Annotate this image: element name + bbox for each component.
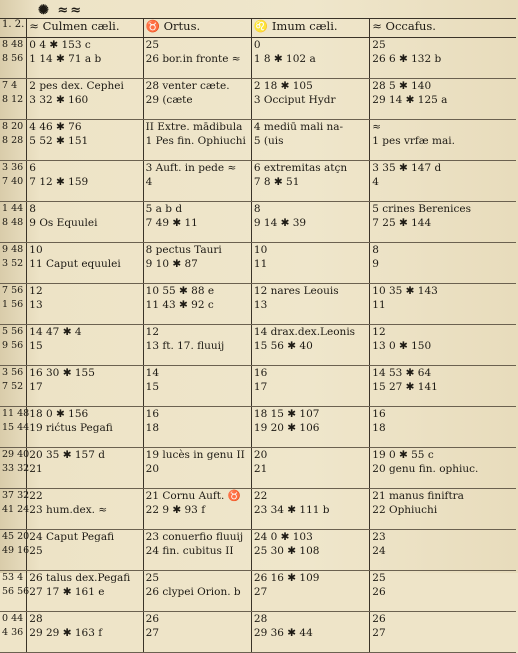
cell-line: 1 56 (2, 299, 24, 310)
cell-line: 16 30 ✱ 155 (29, 367, 95, 379)
cell-line: 25 (145, 572, 160, 584)
cell-line: 25 (372, 39, 386, 51)
cell-line: 13 ft. 17. fluuij (145, 340, 225, 352)
table-cell-g (0, 530, 30, 571)
table-cell-c4 (370, 161, 516, 202)
table-cell-g (0, 161, 27, 202)
cell-line: 11 43 ✱ 92 c (145, 299, 214, 311)
table-row (0, 79, 516, 120)
cell-line: 37 32 (2, 490, 30, 501)
column-header-imum: ♌ Imum cæli. (251, 19, 369, 38)
table-cell-c3 (251, 448, 369, 489)
cell-line: 9 (372, 258, 379, 270)
table-cell-g (0, 243, 27, 284)
cell-line: 41 24 (2, 504, 30, 515)
cell-line: 26 talus dex.Pegafi (29, 572, 131, 584)
cell-line: 3 32 ✱ 160 (29, 94, 89, 106)
cell-line: 10 (29, 244, 43, 256)
table-cell-c3 (251, 612, 369, 653)
cell-line: 12 (29, 285, 43, 297)
table-cell-c1 (27, 612, 143, 653)
table-cell-c4 (370, 489, 516, 530)
cell-line: 5 crines Berenices (372, 203, 472, 215)
column-header-occasus: ≈ Occafus. (370, 19, 516, 38)
table-cell-g (0, 407, 30, 448)
cell-line: 3 56 (2, 367, 24, 378)
cell-line: 15 56 ✱ 40 (253, 340, 313, 352)
column-header-ortus: ♉ Ortus. (143, 19, 251, 38)
cell-line: 9 48 (2, 244, 24, 255)
table-cell-g (0, 366, 27, 407)
table-row (0, 120, 516, 161)
table-cell-c1 (27, 38, 143, 79)
table-cell-c3 (251, 202, 369, 243)
cell-line: 9 10 ✱ 87 (145, 258, 198, 270)
cell-line: 21 manus finiftra (372, 490, 464, 502)
cell-line: 8 48 (2, 217, 24, 228)
cell-line: 20 35 ✱ 157 d (29, 449, 105, 461)
table-cell-c2 (143, 202, 251, 243)
cell-line: 0 (253, 39, 261, 51)
table-cell-c1 (27, 571, 143, 612)
table-row (0, 202, 516, 243)
table-cell-c3 (251, 38, 369, 79)
cell-line: 4 36 (2, 627, 24, 638)
table-row (0, 366, 516, 407)
table-cell-c1 (27, 325, 143, 366)
cell-line: 1 14 ✱ 71 a b (29, 53, 102, 65)
table-cell-c2 (143, 571, 251, 612)
table-cell-c4 (370, 79, 516, 120)
cell-line: 9 Os Equulei (29, 217, 98, 229)
cell-line: 13 (253, 299, 268, 311)
cell-line: 7 25 ✱ 144 (372, 217, 432, 229)
cell-line: 18 (145, 422, 160, 434)
cell-line: 8 56 (2, 53, 24, 64)
cell-line: 24 (372, 545, 386, 557)
table-row (0, 38, 516, 79)
cell-line: 3 Occiput Hydr (253, 94, 336, 106)
cell-line: 8 48 (2, 39, 24, 50)
cell-line: 15 27 ✱ 141 (372, 381, 438, 393)
cell-line: 10 55 ✱ 88 e (145, 285, 215, 297)
column-header-index: 1. 2. (0, 19, 27, 38)
table-cell-c4 (370, 448, 516, 489)
cell-line: 26 (145, 613, 160, 625)
table-cell-c4 (370, 325, 516, 366)
cell-line: 23 34 ✱ 111 b (253, 504, 330, 516)
cell-line: 14 53 ✱ 64 (372, 367, 432, 379)
cell-line: 14 (145, 367, 160, 379)
table-cell-g (0, 202, 27, 243)
cell-line: 13 (29, 299, 43, 311)
cell-line: 3 Auft. in pede ≈ (145, 162, 237, 174)
cell-line: 1 44 (2, 203, 24, 214)
table-cell-c4 (370, 120, 516, 161)
cell-line: 15 (29, 340, 43, 352)
table-cell-c4 (370, 202, 516, 243)
header-row (0, 19, 516, 38)
table-cell-c3 (251, 530, 369, 571)
cell-line: 9 56 (2, 340, 24, 351)
table-cell-c2 (143, 612, 251, 653)
cell-line: 8 (253, 203, 261, 215)
table-cell-c4 (370, 366, 516, 407)
table-cell-c3 (251, 79, 369, 120)
table-cell-g (0, 489, 30, 530)
cell-line: 5 56 (2, 326, 24, 337)
cell-line: 7 4 (2, 80, 18, 91)
table-cell-c3 (251, 284, 369, 325)
cell-line: 19 0 ✱ 55 c (372, 449, 434, 461)
table-row (0, 284, 516, 325)
table-cell-c1 (27, 407, 143, 448)
cell-line: 16 (145, 408, 160, 420)
cell-line: 23 conuerfio fluuij (145, 531, 244, 543)
cell-line: 16 (372, 408, 386, 420)
cell-line: 3 35 ✱ 147 d (372, 162, 442, 174)
cell-line: 1 pes vrfæ mai. (372, 135, 455, 147)
table-cell-c3 (251, 325, 369, 366)
table-cell-c2 (143, 325, 251, 366)
table-cell-c2 (143, 366, 251, 407)
table-cell-c2 (143, 79, 251, 120)
table-row (0, 489, 516, 530)
table-cell-c2 (143, 120, 251, 161)
cell-line: 7 49 ✱ 11 (145, 217, 198, 229)
cell-line: 3 36 (2, 162, 24, 173)
cell-line: 22 (29, 490, 43, 502)
table-cell-c2 (143, 448, 251, 489)
cell-line: 18 15 ✱ 107 (253, 408, 320, 420)
cell-line: 9 14 ✱ 39 (253, 217, 307, 229)
table-cell-g (0, 571, 30, 612)
cell-line: 17 (29, 381, 43, 393)
cell-line: 29 14 ✱ 125 a (372, 94, 448, 106)
cell-line: 26 6 ✱ 132 b (372, 53, 442, 65)
cell-line: 11 (253, 258, 268, 270)
cell-line: 7 52 (2, 381, 24, 392)
cell-line: 22 (253, 490, 268, 502)
cell-line: 29 (cæte (145, 94, 193, 106)
table-cell-g (0, 38, 27, 79)
cell-line: 20 (145, 463, 160, 475)
cell-line: 4 (372, 176, 379, 188)
cell-line: 25 30 ✱ 108 (253, 545, 320, 557)
cell-line: 27 (253, 586, 268, 598)
cell-line: 3 52 (2, 258, 24, 269)
cell-line: 20 (253, 449, 268, 461)
table-cell-c4 (370, 38, 516, 79)
table-cell-c1 (27, 489, 143, 530)
table-cell-c1 (27, 243, 143, 284)
cell-line: II Extre. mādibula (145, 121, 243, 133)
table-cell-c1 (27, 366, 143, 407)
table-cell-c2 (143, 161, 251, 202)
cell-line: 29 36 ✱ 44 (253, 627, 313, 639)
table-cell-c1 (27, 79, 143, 120)
cell-line: 24 fin. cubitus II (145, 545, 234, 557)
cell-line: 19 lucès in genu II (145, 449, 245, 461)
table-cell-c1 (27, 120, 143, 161)
table-cell-c4 (370, 407, 516, 448)
cell-line: 45 20 (2, 531, 30, 542)
table-cell-g (0, 79, 27, 120)
cell-line: 29 40 (2, 449, 30, 460)
table-cell-c1 (27, 202, 143, 243)
cell-line: 8 (372, 244, 379, 256)
cell-line: 27 (372, 627, 386, 639)
cell-line: 0 44 (2, 613, 24, 624)
column-header-culmen: ≈ Culmen cæli. (27, 19, 143, 38)
cell-line: 25 (29, 545, 43, 557)
table-row (0, 448, 516, 489)
cell-line: 2 18 ✱ 105 (253, 80, 313, 92)
table-cell-c1 (27, 284, 143, 325)
cell-line: 22 Ophiuchi (372, 504, 438, 516)
cell-line: 22 9 ✱ 93 f (145, 504, 206, 516)
table-cell-c1 (27, 530, 143, 571)
cell-line: 28 (253, 613, 268, 625)
cell-line: 1 8 ✱ 102 a (253, 53, 316, 65)
cell-line: 12 nares Leouis (253, 285, 339, 297)
table-cell-c4 (370, 284, 516, 325)
cell-line: 5 52 ✱ 151 (29, 135, 89, 147)
cell-line: 14 47 ✱ 4 (29, 326, 82, 338)
table-cell-c3 (251, 571, 369, 612)
table-cell-c4 (370, 571, 516, 612)
cell-line: 26 (372, 586, 386, 598)
cell-line: 13 0 ✱ 150 (372, 340, 432, 352)
cell-line: 7 56 (2, 285, 24, 296)
cell-line: 18 (372, 422, 386, 434)
table-cell-c3 (251, 161, 369, 202)
cell-line: 8 12 (2, 94, 24, 105)
table-cell-g (0, 120, 27, 161)
table-cell-c4 (370, 530, 516, 571)
cell-line: ≈ (372, 121, 382, 133)
cell-line: 21 Cornu Auft. ♉ (145, 490, 241, 502)
cell-line: 25 (145, 39, 160, 51)
cell-line: 12 (372, 326, 386, 338)
cell-line: 14 drax.dex.Leonis (253, 326, 356, 338)
cell-line: 16 (253, 367, 268, 379)
table-row (0, 243, 516, 284)
table-cell-c1 (27, 161, 143, 202)
table-cell-c1 (27, 448, 143, 489)
header-ornament: ✺ ≈≈ (38, 3, 84, 18)
table-cell-g (0, 284, 27, 325)
table-cell-c3 (251, 243, 369, 284)
cell-line: 21 (29, 463, 43, 475)
table-row (0, 161, 516, 202)
cell-line: 17 (253, 381, 268, 393)
cell-line: 56 56 (2, 586, 30, 597)
table-cell-c2 (143, 407, 251, 448)
cell-line: 10 (253, 244, 268, 256)
cell-line: 7 12 ✱ 159 (29, 176, 89, 188)
cell-line: 33 32 (2, 463, 30, 474)
table-cell-c3 (251, 489, 369, 530)
table-cell-g (0, 612, 27, 653)
cell-line: 6 (29, 162, 36, 174)
cell-line: 2 pes dex. Cephei (29, 80, 124, 92)
cell-line: 7 40 (2, 176, 24, 187)
cell-line: 28 (29, 613, 43, 625)
table-cell-c3 (251, 120, 369, 161)
cell-line: 1 Pes fin. Ophiuchi (145, 135, 246, 147)
table-cell-c3 (251, 366, 369, 407)
table-cell-c2 (143, 243, 251, 284)
cell-line: 8 28 (2, 135, 24, 146)
table-cell-c2 (143, 38, 251, 79)
table-row (0, 407, 516, 448)
table-cell-c4 (370, 243, 516, 284)
cell-line: 5 (uis (253, 135, 284, 147)
cell-line: 27 17 ✱ 161 e (29, 586, 105, 598)
cell-line: 0 4 ✱ 153 c (29, 39, 91, 51)
cell-line: 24 0 ✱ 103 (253, 531, 313, 543)
cell-line: 28 5 ✱ 140 (372, 80, 432, 92)
cell-line: 7 8 ✱ 51 (253, 176, 300, 188)
table-row (0, 325, 516, 366)
cell-line: 53 4 (2, 572, 24, 583)
cell-line: 26 bor.in fronte ≈ (145, 53, 241, 65)
cell-line: 15 (145, 381, 160, 393)
cell-line: 8 20 (2, 121, 24, 132)
cell-line: 26 (372, 613, 386, 625)
cell-line: 6 extremitas atçn (253, 162, 348, 174)
cell-line: 29 29 ✱ 163 f (29, 627, 103, 639)
cell-line: 19 20 ✱ 106 (253, 422, 320, 434)
cell-line: 4 mediū mali na- (253, 121, 344, 133)
cell-line: 15 44 (2, 422, 30, 433)
cell-line: 8 (29, 203, 36, 215)
cell-line: 49 16 (2, 545, 30, 556)
table-cell-c4 (370, 612, 516, 653)
cell-line: 18 0 ✱ 156 (29, 408, 89, 420)
table-row (0, 530, 516, 571)
cell-line: 10 35 ✱ 143 (372, 285, 438, 297)
cell-line: 28 venter cæte. (145, 80, 230, 92)
cell-line: 12 (145, 326, 160, 338)
cell-line: 19 rićtus Pegafi (29, 422, 113, 434)
table-cell-g (0, 448, 30, 489)
cell-line: 25 (372, 572, 386, 584)
cell-line: 24 Caput Pegafi (29, 531, 115, 543)
ephemeris-table (0, 18, 516, 653)
cell-line: 4 46 ✱ 76 (29, 121, 82, 133)
table-cell-c2 (143, 284, 251, 325)
table-body (0, 38, 516, 653)
cell-line: 23 hum.dex. ≈ (29, 504, 108, 516)
cell-line: 11 (372, 299, 386, 311)
cell-line: 26 clypei Orion. b (145, 586, 241, 598)
table-cell-c2 (143, 489, 251, 530)
cell-line: 11 48 (2, 408, 30, 419)
cell-line: 21 (253, 463, 268, 475)
table-cell-c2 (143, 530, 251, 571)
cell-line: 8 pectus Tauri (145, 244, 222, 256)
cell-line: 27 (145, 627, 160, 639)
cell-line: 4 (145, 176, 153, 188)
table-row (0, 571, 516, 612)
cell-line: 5 a b d (145, 203, 183, 215)
cell-line: 11 Caput equulei (29, 258, 121, 270)
cell-line: 23 (372, 531, 386, 543)
table-cell-c3 (251, 407, 369, 448)
table-cell-g (0, 325, 27, 366)
cell-line: 26 16 ✱ 109 (253, 572, 320, 584)
cell-line: 20 genu fin. ophiuc. (372, 463, 479, 475)
table-row (0, 612, 516, 653)
